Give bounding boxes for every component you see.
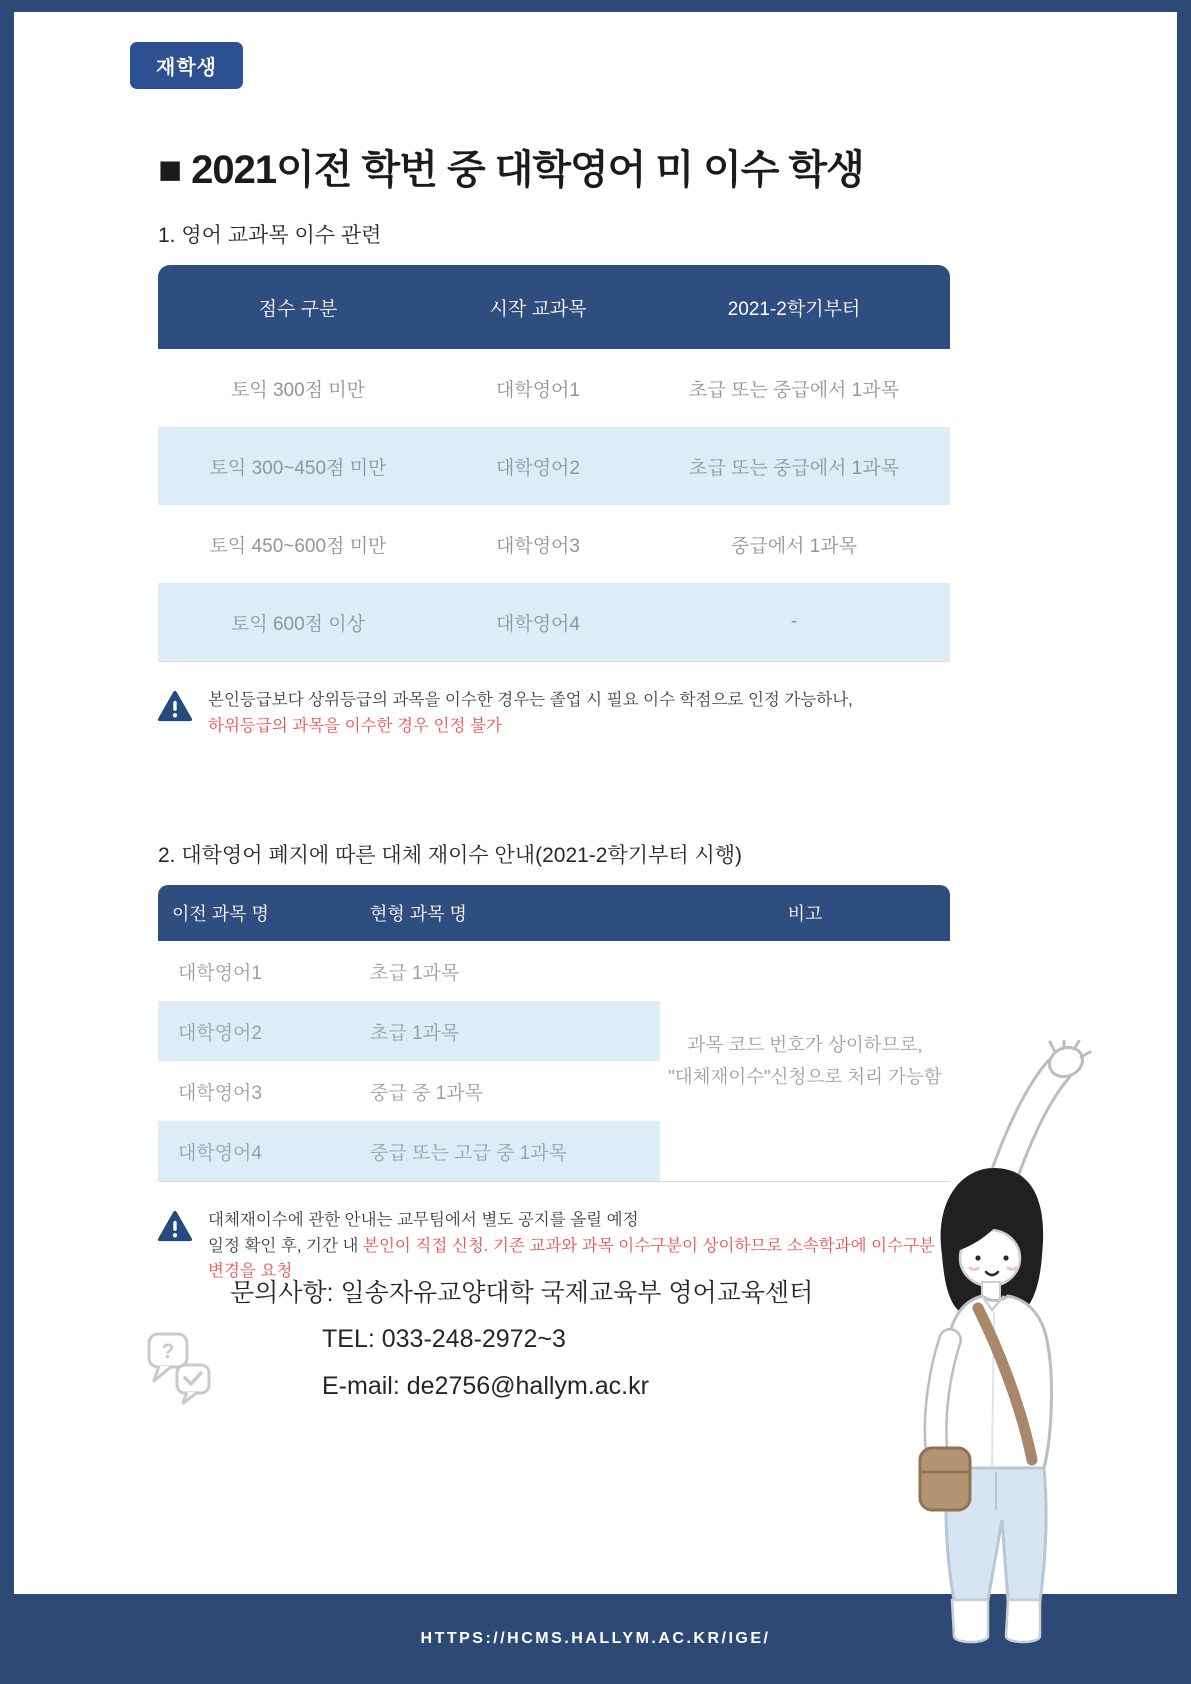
table-row — [158, 427, 950, 505]
cell-old-course: 대학영어3 — [178, 1082, 262, 1104]
crossbody-bag — [920, 1448, 970, 1510]
col-header-old-course: 이전 과목 명 — [172, 904, 269, 925]
remark-line-1: 과목 코드 번호가 상이하므로, — [687, 1033, 923, 1055]
col-header-from-2021: 2021-2학기부터 — [727, 298, 861, 320]
status-badge: 재학생 — [130, 42, 243, 89]
warning-line-2-prefix: 일정 확인 후, 기간 내 — [208, 1236, 364, 1255]
cell-course: 대학영어4 — [496, 613, 580, 635]
col-header-remark: 비고 — [787, 904, 823, 925]
warning-line-1: 대체재이수에 관한 안내는 교무팀에서 별도 공지를 올릴 예정 — [208, 1211, 639, 1230]
warning-line-2-red: 하위등급의 과목을 이수한 경우 인정 불가 — [208, 716, 502, 735]
waving-student-illustration — [882, 1040, 1172, 1684]
warning-triangle-icon — [158, 1210, 192, 1244]
cell-course: 대학영어1 — [496, 379, 580, 401]
remark-line-2: "대체재이수"신청으로 처리 가능함 — [668, 1066, 942, 1088]
contact-department: 문의사항: 일송자유교양대학 국제교육부 영어교육센터 — [230, 1279, 814, 1307]
section1-heading: 1. 영어 교과목 이수 관련 — [158, 224, 382, 247]
cell-current-course: 초급 1과목 — [370, 962, 460, 984]
table-header-row — [158, 265, 950, 349]
warning-triangle-icon — [158, 690, 192, 724]
cell-score: 토익 600점 이상 — [230, 613, 366, 635]
cell-old-course: 대학영어4 — [158, 1121, 330, 1181]
main-column — [158, 138, 950, 1285]
cell-current-course: 중급 또는 고급 중 1과목 — [330, 1121, 660, 1181]
table-body — [158, 941, 950, 1181]
table-row — [158, 583, 950, 661]
page-title-text: 2021이전 학번 중 대학영어 미 이수 학생 — [191, 148, 864, 192]
cell-current-course: 초급 1과목 — [330, 1001, 660, 1061]
table-row — [158, 349, 950, 427]
cell-current-course: 중급 중 1과목 — [370, 1082, 483, 1104]
page-title — [158, 138, 950, 195]
cell-course: 대학영어2 — [496, 457, 580, 479]
contact-block — [142, 1270, 902, 1409]
cell-replacement: 초급 또는 중급에서 1과목 — [689, 379, 899, 401]
cell-old-course: 대학영어1 — [178, 962, 262, 984]
question-chat-icon — [142, 1329, 220, 1409]
svg-text:?: ? — [161, 1339, 175, 1363]
section2-heading: 2. 대학영어 폐지에 따른 대체 재이수 안내(2021-2학기부터 시행) — [158, 844, 743, 868]
warning-note-1 — [158, 688, 950, 739]
warning-line-1: 본인등급보다 상위등급의 과목을 이수한 경우는 졸업 시 필요 이수 학점으로 인정 가능하나, — [208, 691, 853, 709]
english-course-table — [158, 265, 950, 662]
table-header-row — [158, 885, 950, 941]
cell-score: 토익 300점 미만 — [230, 379, 366, 401]
cell-score: 토익 300~450점 미만 — [209, 457, 387, 479]
contact-tel: TEL: 033-248-2972~3 — [322, 1325, 566, 1354]
cell-old-course: 대학영어2 — [158, 1001, 330, 1061]
footer-url: HTTPS://HCMS.HALLYM.AC.KR/IGE/ — [420, 1630, 771, 1647]
contact-text — [230, 1270, 813, 1409]
contact-email: E-mail: de2756@hallym.ac.kr — [322, 1371, 649, 1400]
content-area — [14, 12, 1177, 1594]
col-header-score: 점수 구분 — [258, 298, 338, 320]
warning-line-2-red: 본인이 직접 신청. 기존 교과와 과목 이수구분이 상이하므로 소속학과에 이수구분 변경을 요청 — [208, 1236, 935, 1281]
cell-replacement: - — [790, 611, 798, 632]
warning-text — [208, 688, 853, 739]
cell-course: 대학영어3 — [496, 535, 580, 557]
table-row — [158, 505, 950, 583]
col-header-current-course: 현형 과목 명 — [370, 904, 467, 925]
cell-replacement: 초급 또는 중급에서 1과목 — [689, 457, 899, 479]
replacement-course-table — [158, 885, 950, 1182]
cell-replacement: 중급에서 1과목 — [731, 535, 857, 557]
cell-score: 토익 450~600점 미만 — [209, 535, 387, 557]
title-square-bullet: ■ — [158, 148, 182, 192]
col-header-start-course: 시작 교과목 — [489, 298, 587, 320]
